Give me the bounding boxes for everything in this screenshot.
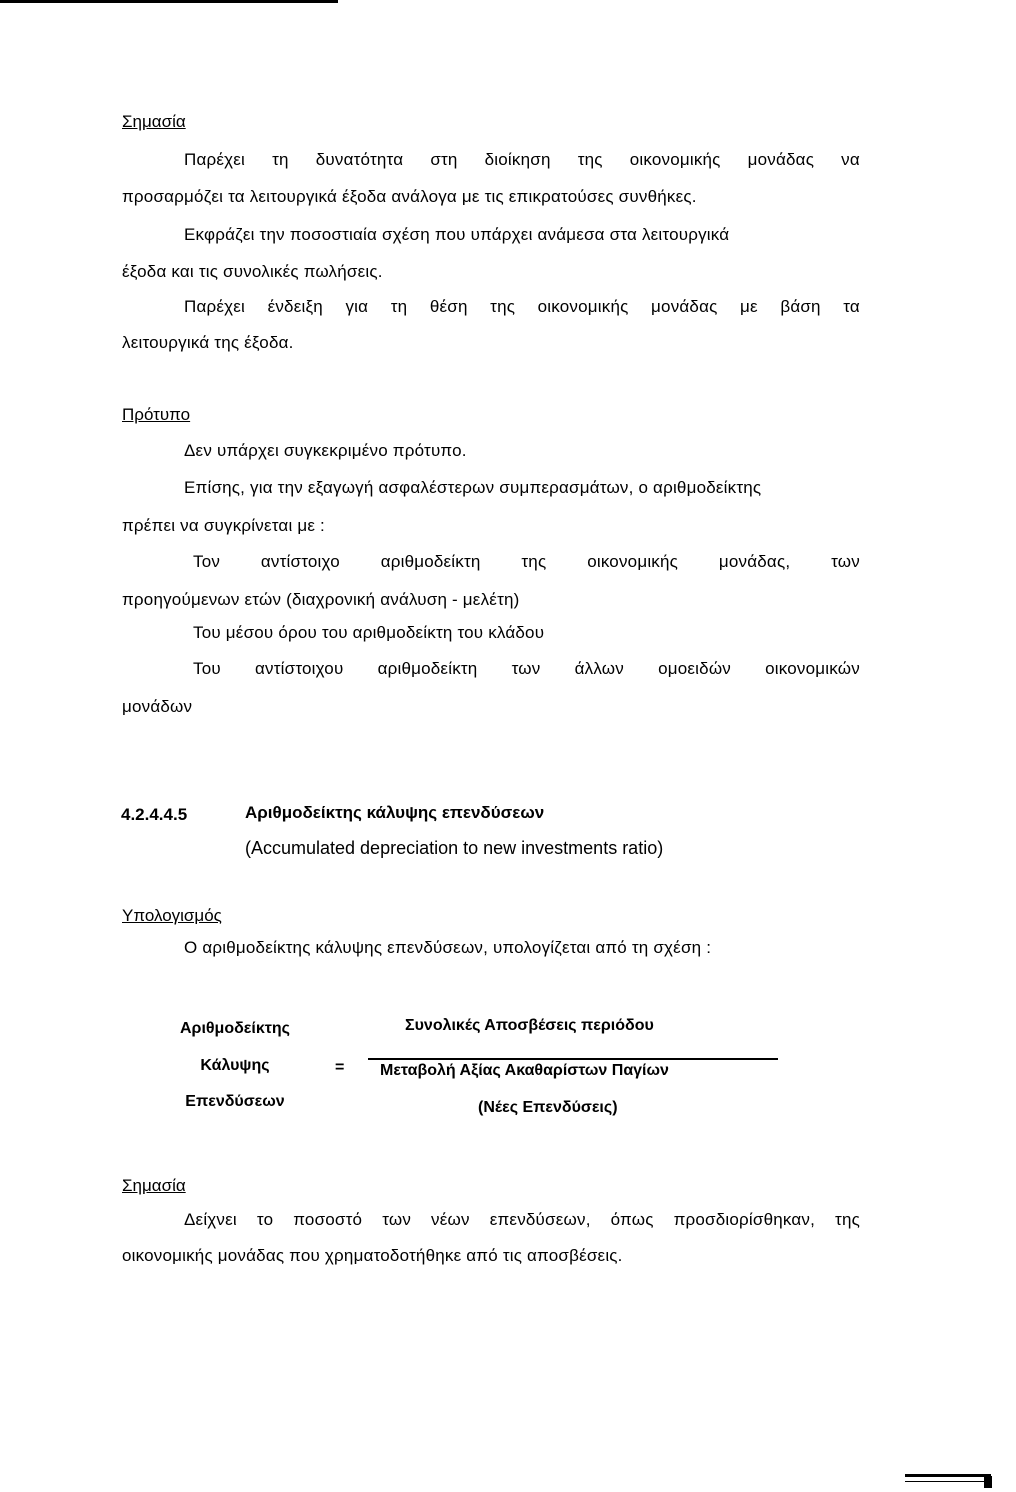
word: οικονομικής [587,552,679,571]
word: βάση [780,297,821,316]
word: της [490,297,516,316]
word: οικονομικών [765,659,860,678]
word: για [345,297,369,316]
section-title: Αριθμοδείκτης κάλυψης επενδύσεων [245,803,545,822]
word: άλλων [574,659,624,678]
word: των [382,1210,412,1229]
list-item-line [193,659,860,679]
word: Παρέχει [184,150,246,169]
paragraph-line [184,1210,860,1230]
word: μονάδας [651,297,718,316]
formula-equals: = [335,1059,345,1076]
word: των [511,659,541,678]
word: θέση [429,297,468,316]
word: όπως [610,1210,654,1229]
word: μονάδας, [718,552,791,571]
list-item-line: μονάδων [122,697,193,716]
paragraph-line: Ο αριθμοδείκτης κάλυψης επενδύσεων, υπολογίζεται από τη σχέση : [184,938,712,957]
paragraph-line: Εκφράζει την ποσοστιαία σχέση που υπάρχει ανάμεσα στα λειτουργικά [184,225,730,244]
word: δυνατότητα [315,150,404,169]
word: τα [843,297,860,316]
word: Παρέχει [184,297,246,316]
word: αριθμοδείκτη [380,552,481,571]
paragraph-line: Επίσης, για την εξαγωγή ασφαλέστερων συμπερασμάτων, ο αριθμοδείκτης [184,478,762,497]
word: τη [390,297,408,316]
paragraph-line: προσαρμόζει τα λειτουργικά έξοδα ανάλογα με τις επικρατούσες συνθήκες. [122,187,697,206]
word: της [835,1210,860,1229]
word: της [521,552,547,571]
word: να [841,150,860,169]
paragraph-line: έξοδα και τις συνολικές πωλήσεις. [122,262,383,281]
word: οικονομικής [629,150,721,169]
word: με [740,297,758,316]
formula-left-line: Κάλυψης [200,1057,270,1074]
paragraph-line: πρέπει να συγκρίνεται με : [122,516,325,535]
section-subtitle: (Accumulated depreciation to new investments ratio) [245,838,664,858]
fraction-line [368,1058,778,1060]
paragraph-line [184,150,860,170]
word: προσδιορίσθηκαν, [673,1210,816,1229]
word: μονάδας [747,150,815,169]
word: της [577,150,603,169]
word: Δείχνει [184,1210,237,1229]
word: ένδειξη [267,297,323,316]
word: αριθμοδείκτη [377,659,478,678]
word: ποσοστό [293,1210,363,1229]
word: τη [272,150,289,169]
section-heading-standard: Πρότυπο [122,405,191,424]
word: στη [430,150,458,169]
section-heading-calculation: Υπολογισμός [122,906,222,925]
word: ομοειδών [658,659,731,678]
word: Τον [193,552,221,571]
list-item-line: προηγούμενων ετών (διαχρονική ανάλυση - μελέτη) [122,590,520,609]
word: αντίστοιχου [255,659,344,678]
section-heading-significance: Σημασία [122,112,186,131]
formula-left-line: Επενδύσεων [185,1093,285,1110]
list-item-line [193,552,860,572]
paragraph-line: λειτουργικά της έξοδα. [122,333,294,352]
paragraph-line: Δεν υπάρχει συγκεκριμένο πρότυπο. [184,441,467,460]
word: αντίστοιχο [260,552,340,571]
corner-mark [984,1476,992,1488]
list-item-line: Του μέσου όρου του αριθμοδείκτη του κλάδου [193,623,545,642]
formula-denominator: Μεταβολή Αξίας Ακαθαρίστων Παγίων [380,1062,669,1079]
word: το [256,1210,274,1229]
paragraph-line [184,297,860,317]
formula-numerator: Συνολικές Αποσβέσεις περιόδου [405,1017,654,1034]
formula-denominator-note: (Νέες Επενδύσεις) [478,1099,618,1116]
word: Του [193,659,221,678]
formula-left-line: Αριθμοδείκτης [179,1020,290,1037]
bottom-rule [905,1481,991,1482]
paragraph-line: οικονομικής μονάδας που χρηματοδοτήθηκε από τις αποσβέσεις. [122,1246,623,1265]
section-number: 4.2.4.4.5 [121,805,188,824]
word: των [831,552,860,571]
word: οικονομικής [537,297,629,316]
bottom-rule [905,1474,991,1477]
word: διοίκηση [484,150,551,169]
word: επενδύσεων, [489,1210,591,1229]
word: νέων [431,1210,470,1229]
section-heading-significance: Σημασία [122,1176,186,1195]
top-rule [0,0,338,3]
